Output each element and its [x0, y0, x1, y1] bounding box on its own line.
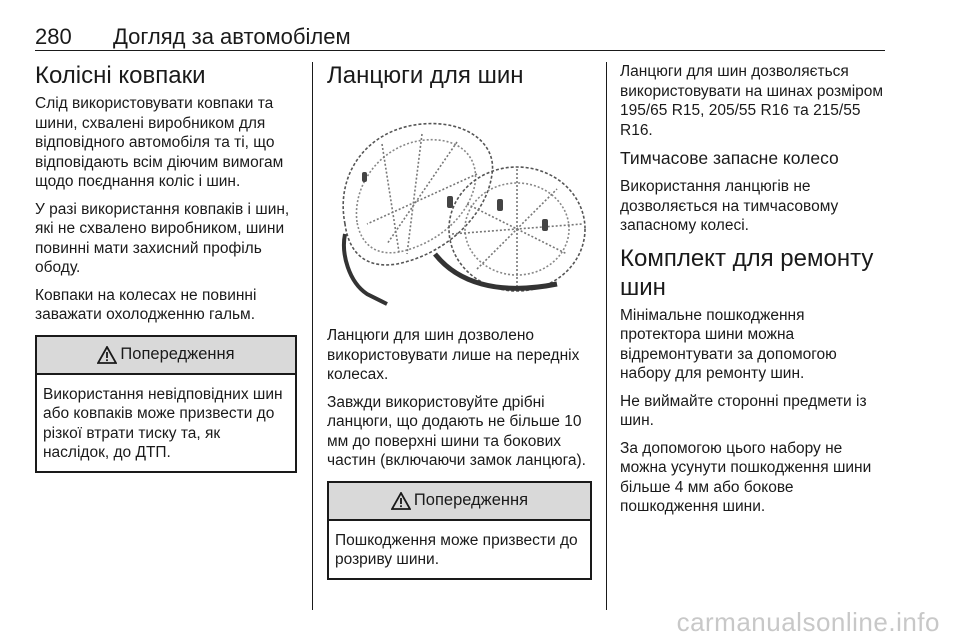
watermark: carmanualsonline.info — [676, 607, 940, 637]
paragraph: У разі використання ковпаків і шин, які не схвалено виробником, шини повинні мати захисний профіль ободу. — [35, 200, 290, 276]
paragraph: Завжди використовуйте дрібні ланцюги, що додають не більше 10 мм до поверхні шини та бокових частин (включаючи замок ланцюга). — [327, 393, 586, 469]
warning-text: Використання невідповідних шин або ковпаків може призвести до різкої втрати тиску та, як наслідок, до ДТП. — [43, 385, 283, 461]
paragraph: Ковпаки на колесах не повинні заважати охолодженню гальм. — [35, 286, 257, 323]
section-title-repair-kit: Комплект для ремонту шин — [620, 244, 874, 301]
warning-header — [37, 337, 295, 375]
warning-text: Пошкодження може призвести до розриву шини. — [335, 531, 578, 568]
warning-icon — [391, 492, 411, 510]
warning-header — [329, 483, 590, 521]
section-title-tire-chains: Ланцюги для шин — [327, 62, 524, 89]
column-left — [35, 62, 297, 473]
column-right — [620, 62, 885, 525]
column-divider — [606, 62, 607, 610]
page-header — [35, 10, 885, 51]
page-number: 280 — [35, 24, 72, 49]
paragraph: Не виймайте сторонні предмети із шин. — [620, 392, 867, 429]
tire-chains-illustration — [327, 104, 592, 309]
section-title-wheel-covers: Колісні ковпаки — [35, 62, 206, 89]
warning-box — [35, 335, 297, 473]
subsection-title-spare-wheel: Тимчасове запасне колесо — [620, 148, 839, 168]
warning-icon — [97, 346, 117, 364]
paragraph: Слід використовувати ковпаки та шини, схвалені виробником для відповідного автомобіля та ті, що відповідають всім діючим вимогам щодо поєднання коліс і шин. — [35, 95, 284, 190]
warning-title: Попередження — [413, 491, 529, 509]
paragraph: Ланцюги для шин дозволяється використовувати на шинах розміром 195/65 R15, 205/55 R16 та 215/55 R16. — [620, 63, 884, 139]
running-title: Догляд за автомобілем — [113, 24, 351, 49]
column-middle — [327, 62, 592, 580]
paragraph: За допомогою цього набору не можна усунути пошкодження шини більше 4 мм або бокове пошкодження шини. — [620, 439, 872, 515]
paragraph: Мінімальне пошкодження протектора шини можна відремонтувати за допомогою набору для ремонту шин. — [620, 306, 837, 382]
paragraph: Ланцюги для шин дозволено використовувати лише на передніх колесах. — [327, 327, 580, 383]
paragraph: Використання ланцюгів не дозволяється на тимчасовому запасному колесі. — [620, 178, 839, 234]
warning-title: Попередження — [120, 345, 235, 363]
column-divider — [312, 62, 313, 610]
warning-box — [327, 481, 592, 580]
